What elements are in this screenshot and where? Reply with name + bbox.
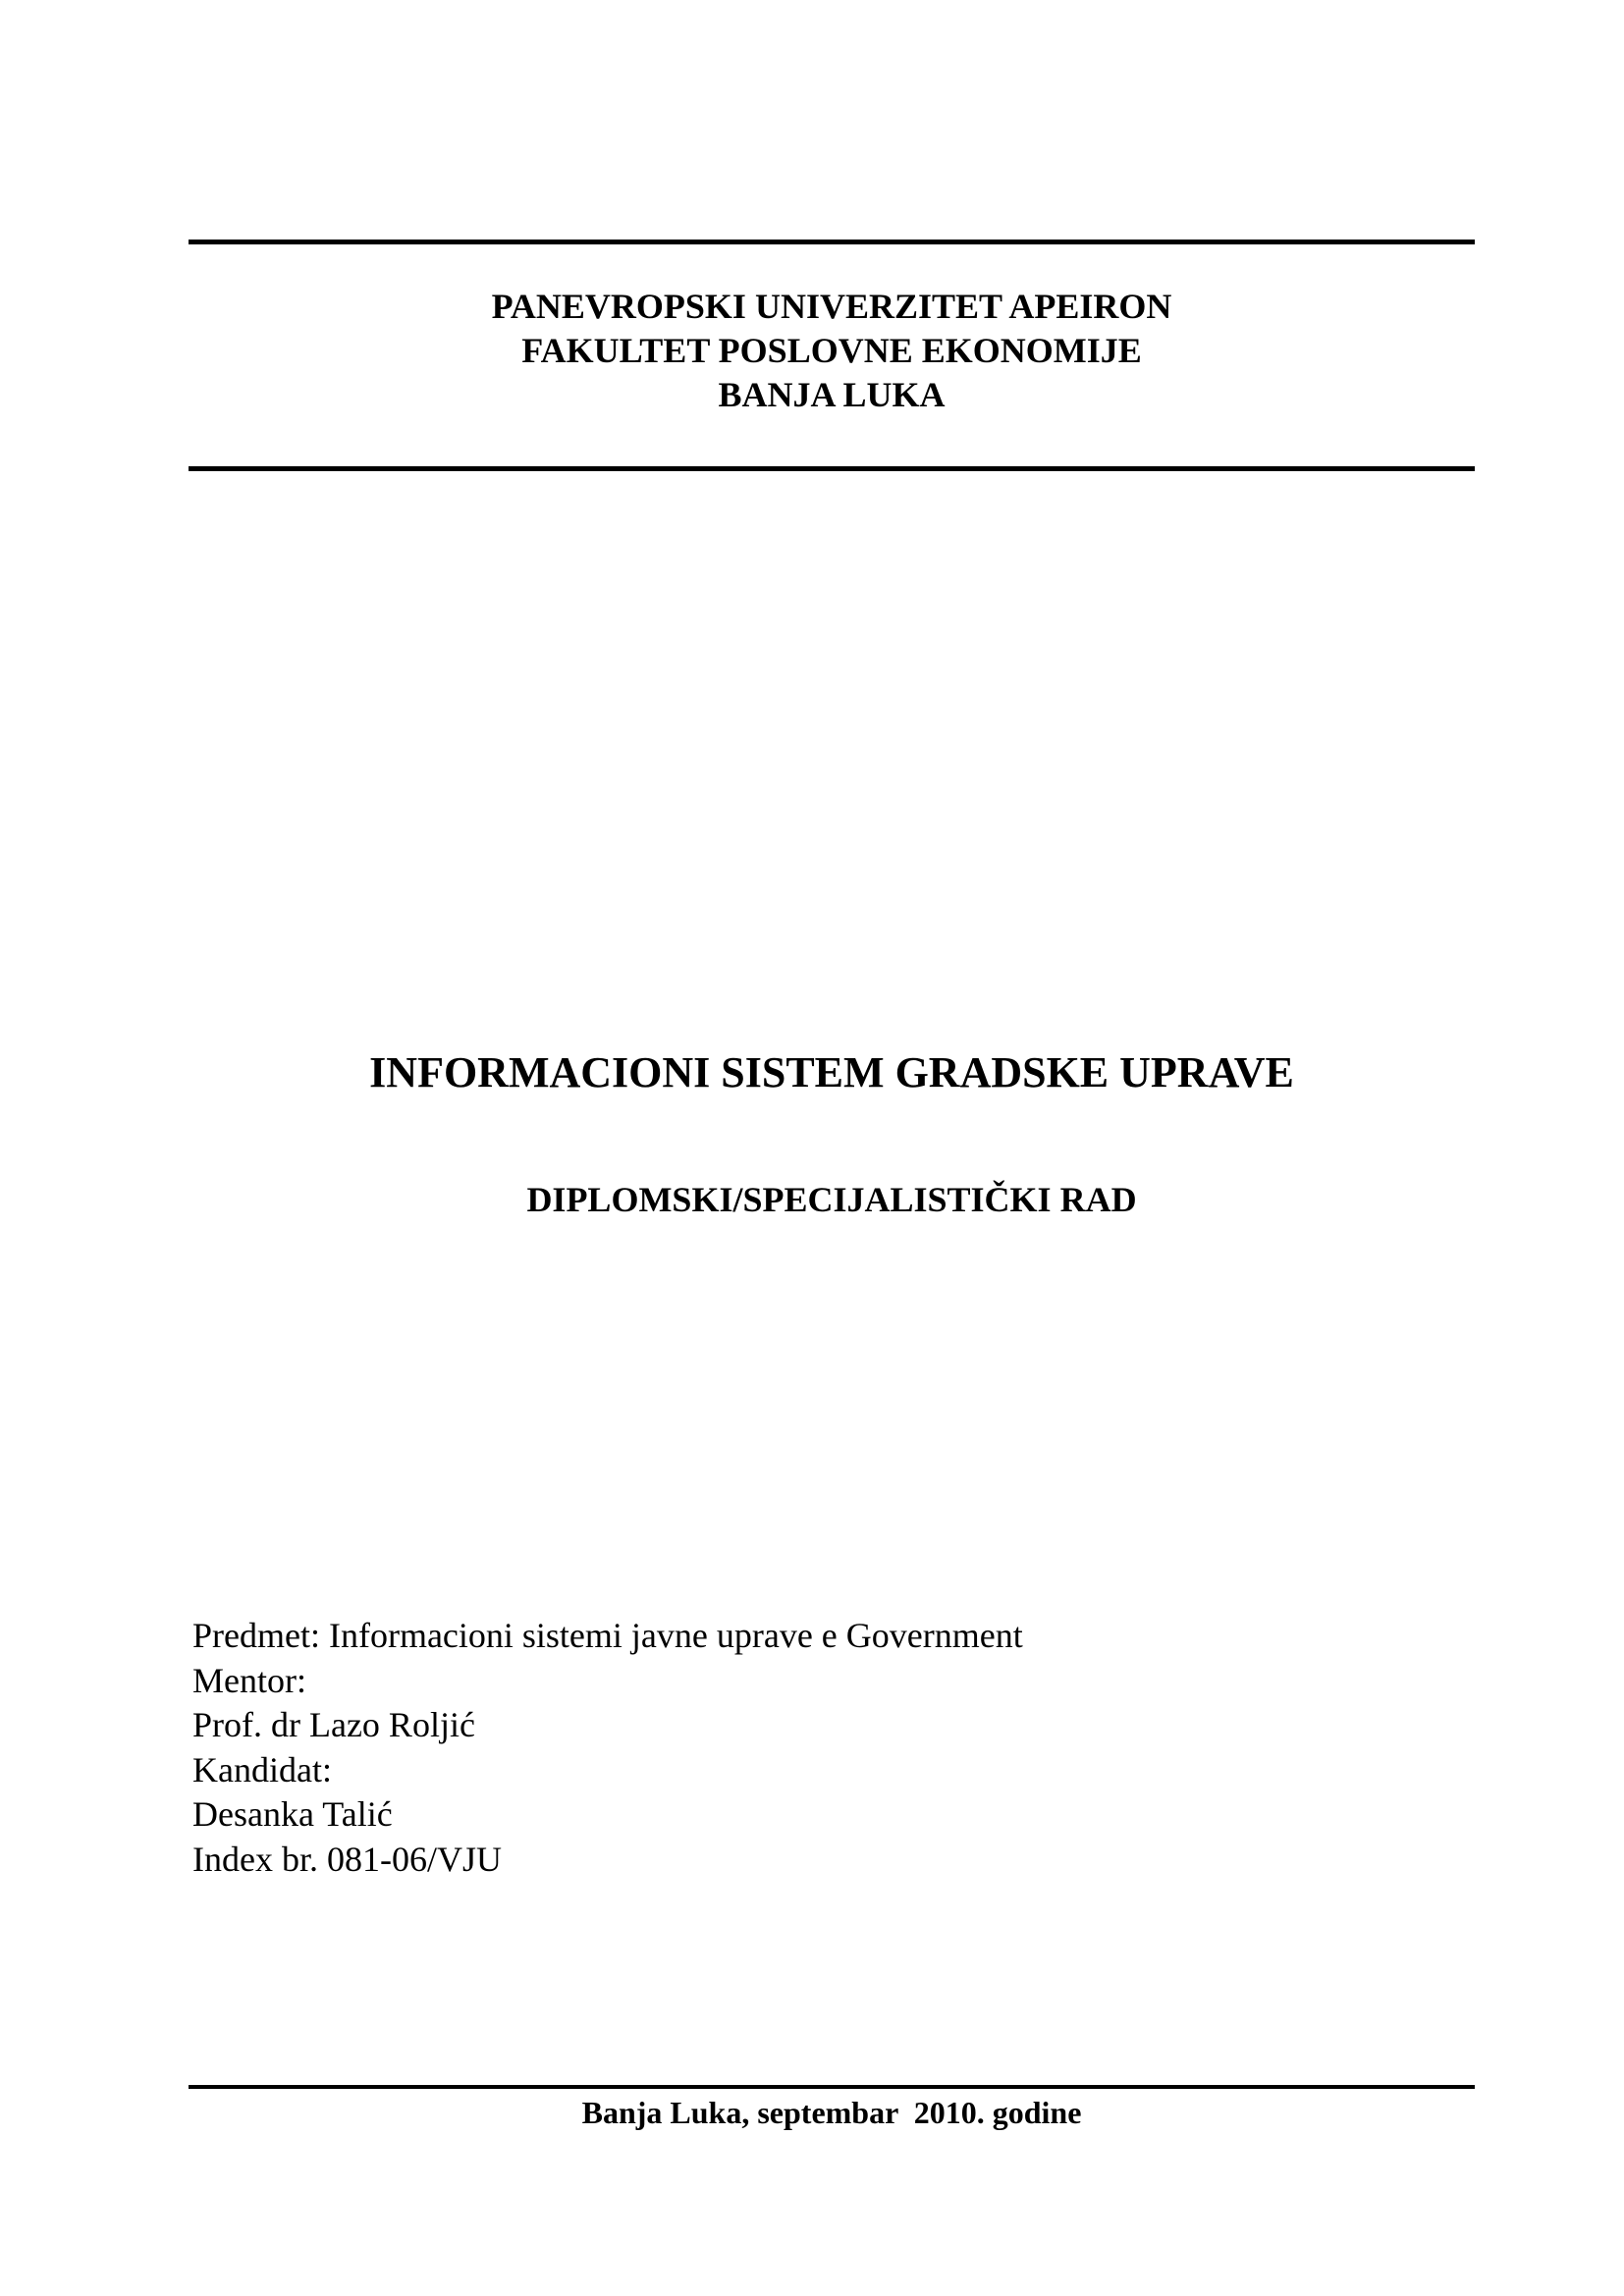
thesis-details: [192, 1614, 1023, 1882]
mentor-label: Mentor:: [192, 1660, 306, 1700]
thesis-type: DIPLOMSKI/SPECIJALISTIČKI RAD: [526, 1180, 1137, 1219]
place-date: Banja Luka, septembar 2010. godine: [581, 2095, 1082, 2130]
mentor-name: Prof. dr Lazo Roljić: [192, 1705, 475, 1744]
footer-divider: [189, 2085, 1475, 2089]
thesis-title: INFORMACIONI SISTEM GRADSKE UPRAVE: [369, 1048, 1294, 1096]
top-divider: [189, 240, 1475, 244]
index-number: Index br. 081-06/VJU: [192, 1839, 502, 1879]
faculty-name: FAKULTET POSLOVNE EKONOMIJE: [521, 331, 1142, 370]
city-name: BANJA LUKA: [718, 375, 946, 414]
institution-header: [189, 285, 1475, 417]
subject-line: Predmet: Informacioni sistemi javne uprave e Government: [192, 1616, 1023, 1655]
candidate-name: Desanka Talić: [192, 1794, 393, 1834]
candidate-label: Kandidat:: [192, 1749, 332, 1789]
university-name: PANEVROPSKI UNIVERZITET APEIRON: [491, 287, 1172, 326]
header-bottom-divider: [189, 466, 1475, 471]
